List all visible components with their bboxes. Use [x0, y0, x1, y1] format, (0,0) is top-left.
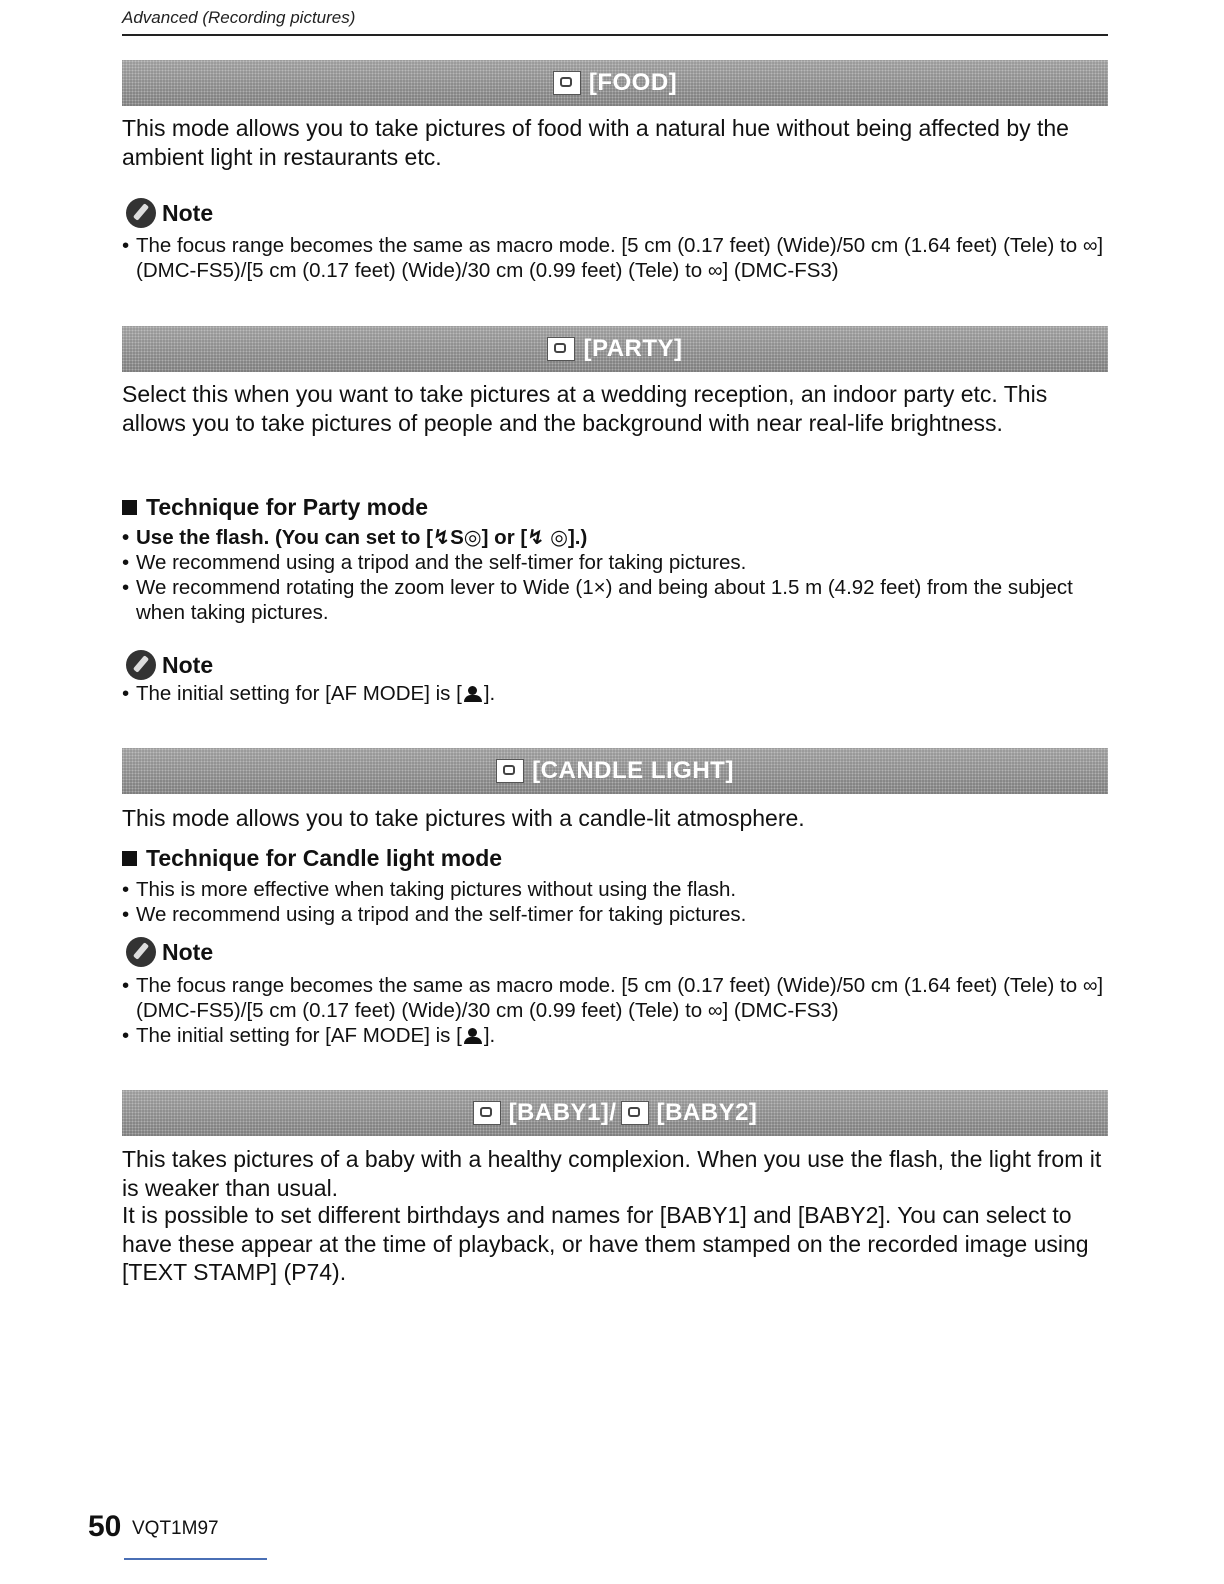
square-bullet-icon	[122, 500, 137, 515]
face-detection-icon	[462, 685, 484, 703]
food-note-item: • The focus range becomes the same as macro mode. [5 cm (0.17 feet) (Wide)/50 cm (1.64 feet) (Tele) to ∞] (DMC-FS5)/[5 cm (0.17 feet) (Wide)/30 cm (0.99 feet) (Tele) to ∞] (DMC-FS3)	[122, 233, 1112, 283]
note-icon	[126, 937, 156, 967]
party-technique-item: • We recommend rotating the zoom lever to Wide (1×) and being about 1.5 m (4.92 feet) from the subject when taking pictures.	[122, 575, 1112, 625]
food-section-header	[122, 60, 1108, 106]
baby-description-2: It is possible to set different birthdays and names for [BABY1] and [BABY2]. You can select to have these appear at the time of playback, or have them stamped on the recorded image using [TEXT STAMP] (P74).	[122, 1202, 1089, 1285]
candle-note-item: • The focus range becomes the same as macro mode. [5 cm (0.17 feet) (Wide)/50 cm (1.64 feet) (Tele) to ∞] (DMC-FS5)/[5 cm (0.17 feet) (Wide)/30 cm (0.99 feet) (Tele) to ∞] (DMC-FS3)	[122, 973, 1112, 1023]
candle-technique-item: • We recommend using a tripod and the self-timer for taking pictures.	[122, 902, 1112, 927]
party-note-heading	[126, 650, 213, 680]
food-description: This mode allows you to take pictures of food with a natural hue without being affected by the ambient light in restaurants etc.	[122, 115, 1069, 170]
party-section-header	[122, 326, 1108, 372]
face-detection-icon	[462, 1027, 484, 1045]
note-icon	[126, 650, 156, 680]
party-description: Select this when you want to take pictures at a wedding reception, an indoor party etc. This allows you to take pictures of people and the background with near real-life brightness.	[122, 381, 1048, 436]
running-header: Advanced (Recording pictures)	[122, 8, 356, 27]
candle-description: This mode allows you to take pictures with a candle-lit atmosphere.	[122, 805, 805, 831]
header-rule	[122, 34, 1108, 36]
baby1-icon	[473, 1101, 501, 1125]
candle-note-suffix: ].	[483, 1024, 496, 1047]
candle-technique-heading	[122, 845, 502, 872]
food-title: [FOOD]	[588, 69, 678, 96]
party-note-suffix: ].	[483, 682, 496, 705]
party-technique-title: Technique for Party mode	[146, 494, 429, 520]
candle-title: [CANDLE LIGHT]	[532, 757, 734, 784]
party-icon	[547, 337, 575, 361]
baby-description: This takes pictures of a baby with a healthy complexion. When you use the flash, the light from it is weaker than usual.	[122, 1146, 1102, 1201]
note-label: Note	[162, 651, 214, 678]
candle-icon	[496, 759, 524, 783]
food-note-heading	[126, 198, 213, 228]
party-note-item	[122, 681, 1112, 706]
candle-note-heading	[126, 937, 213, 967]
party-title: [PARTY]	[583, 335, 683, 362]
baby1-title: [BABY1]/	[508, 1099, 617, 1126]
candle-technique-item: • This is more effective when taking pictures without using the flash.	[122, 877, 1112, 902]
candle-note-text: The initial setting for [AF MODE] is [	[136, 1024, 462, 1047]
document-code: VQT1M97	[132, 1518, 219, 1539]
footer-rule	[124, 1558, 267, 1560]
note-label: Note	[162, 199, 214, 226]
candle-note-item	[122, 1023, 1112, 1048]
party-technique-item: • We recommend using a tripod and the self-timer for taking pictures.	[122, 550, 1112, 575]
party-technique-heading	[122, 494, 428, 521]
food-icon	[553, 71, 581, 95]
square-bullet-icon	[122, 851, 137, 866]
baby-section-header	[122, 1090, 1108, 1136]
note-icon	[126, 198, 156, 228]
page-number: 50	[88, 1510, 122, 1543]
note-label: Note	[162, 938, 214, 965]
party-note-text: The initial setting for [AF MODE] is [	[136, 682, 462, 705]
baby2-title: [BABY2]	[656, 1099, 758, 1126]
candle-technique-title: Technique for Candle light mode	[146, 845, 503, 871]
baby2-icon	[621, 1101, 649, 1125]
candle-section-header	[122, 748, 1108, 794]
party-technique-item: • Use the flash. (You can set to [↯S◎] or [↯ ◎].)	[122, 525, 1112, 550]
